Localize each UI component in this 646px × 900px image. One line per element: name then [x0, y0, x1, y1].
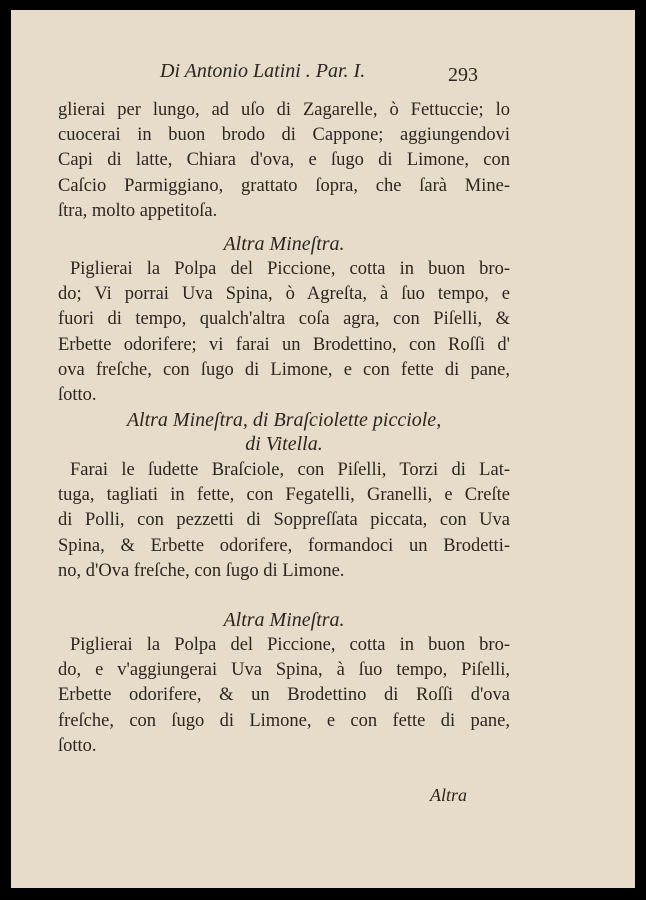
text-line: fuori di tempo, qualch'altra coſa agra, con Piſelli, & [58, 309, 510, 330]
text-line: freſche, con ſugo di Limone, e con fette di pane, [58, 710, 510, 731]
text-line: ſtra, molto appetitoſa. [58, 200, 218, 221]
section-heading: Altra Mineſtra. [223, 233, 345, 255]
text-line: do, e v'aggiungerai Uva Spina, à ſuo tempo, Piſelli, [58, 660, 510, 681]
text-line: do; Vi porrai Uva Spina, ò Agreſta, à ſuo tempo, e [58, 284, 510, 305]
paragraph [58, 458, 510, 584]
text-line: Erbette odorifere, & un Brodettino di Roſſi d'ova [58, 685, 510, 706]
catchword: Altra [430, 785, 468, 805]
text-line: ſotto. [58, 735, 97, 756]
text-line: di Polli, con pezzetti di Soppreſſata piccata, con Uva [58, 510, 510, 531]
text-line: Farai le ſudette Braſciole, con Piſelli, Torzi di Lat- [70, 460, 510, 480]
text-line: no, d'Ova freſche, con ſugo di Limone. [58, 560, 345, 581]
text-line: Capi di latte, Chiara d'ova, e ſugo di Limone, con [58, 150, 510, 171]
running-title: Di Antonio Latini . Par. I. [160, 60, 366, 82]
text-line: Caſcio Parmiggiano, grattato ſopra, che ſarà Mine- [58, 175, 510, 196]
text-line: Erbette odorifere; vi farai un Brodettino, con Roſſi d' [58, 334, 510, 355]
paragraph-continuation [58, 98, 510, 224]
paragraph [58, 633, 510, 759]
text-line: cuocerai in buon brodo di Cappone; aggiungendovi [58, 125, 510, 146]
text-line: ſotto. [58, 385, 97, 406]
text-line: Piglierai la Polpa del Piccione, cotta in buon bro- [70, 259, 510, 279]
text-line: tuga, tagliati in fette, con Fegatelli, Granelli, e Creſte [58, 485, 510, 506]
text-line: Spina, & Erbette odorifere, formandoci un Brodetti- [58, 535, 510, 556]
section-heading: Altra Mineſtra. [223, 609, 345, 631]
section-heading: Altra Mineſtra, di Braſciolette picciole, [126, 409, 442, 431]
book-page [11, 10, 635, 888]
text-line: ova freſche, con ſugo di Limone, e con fette di pane, [58, 359, 510, 380]
paragraph [58, 257, 510, 408]
text-line: Piglierai la Polpa del Piccione, cotta in buon bro- [70, 635, 510, 655]
section-heading-line2: di Vitella. [245, 433, 323, 455]
page-number: 293 [448, 64, 478, 86]
text-line: glierai per lungo, ad uſo di Zagarelle, ò Fettuccie; lo [58, 100, 510, 120]
